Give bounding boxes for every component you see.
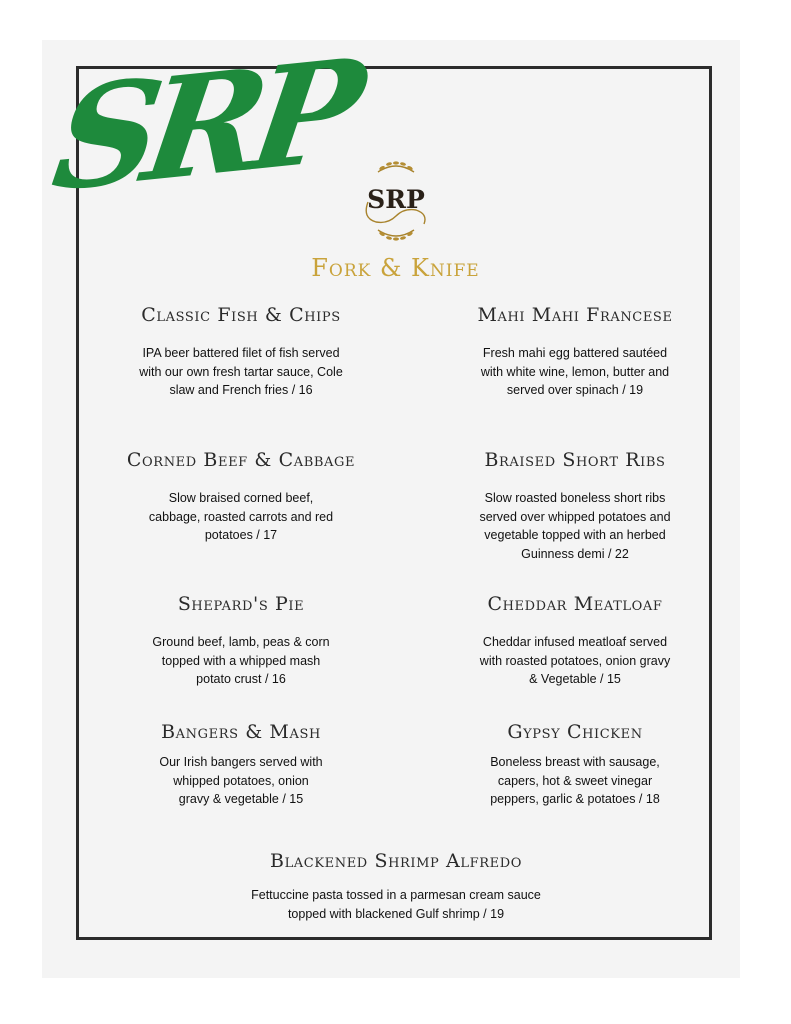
menu-item-name: Shepard's Pie: [177, 593, 305, 615]
menu-item-gypsy-chicken: [430, 721, 720, 809]
menu-item-desc: Our Irish bangers served with whipped potatoes, onion gravy & vegetable / 15: [159, 755, 323, 806]
menu-item-desc: Fresh mahi egg battered sautéed with white wine, lemon, butter and served over spinach / 19: [480, 346, 670, 397]
menu-item-desc: IPA beer battered filet of fish served with our own fresh tartar sauce, Cole slaw and French fries / 16: [139, 346, 343, 397]
section-title: Fork & Knife: [311, 254, 480, 282]
menu-item-bangers-mash: [96, 721, 386, 809]
menu-item-desc: Fettuccine pasta tossed in a parmesan cream sauce topped with blackened Gulf shrimp / 19: [251, 888, 541, 921]
menu-item-desc: Boneless breast with sausage, capers, hot & sweet vinegar peppers, garlic & potatoes / 18: [490, 755, 660, 806]
menu-item-desc: Slow roasted boneless short ribs served over whipped potatoes and vegetable topped with an herbed Guinness demi / 22: [479, 491, 671, 561]
srp-emblem-logo: [358, 158, 434, 242]
menu-item-name: Gypsy Chicken: [507, 721, 643, 743]
srp-script-logo: SRP: [44, 28, 360, 224]
menu-item-cheddar-meatloaf: [430, 593, 720, 689]
menu-item-corned-beef: [96, 449, 386, 545]
menu-item-name: Cheddar Meatloaf: [487, 593, 663, 615]
menu-item-fish-chips: [96, 304, 386, 400]
menu-item-name: Corned Beef & Cabbage: [126, 449, 356, 471]
menu-item-name: Blackened Shrimp Alfredo: [270, 850, 522, 872]
menu-item-desc: Cheddar infused meatloaf served with roasted potatoes, onion gravy & Vegetable / 15: [479, 635, 671, 686]
menu-item-name: Mahi Mahi Francese: [477, 304, 673, 326]
menu-item-short-ribs: [430, 449, 720, 563]
menu-item-mahi-mahi: [430, 304, 720, 400]
menu-item-shrimp-alfredo: [196, 850, 596, 923]
menu-item-name: Bangers & Mash: [161, 721, 321, 743]
emblem-text: SRP: [367, 185, 425, 214]
menu-item-desc: Ground beef, lamb, peas & corn topped with a whipped mash potato crust / 16: [152, 635, 330, 686]
menu-item-shepards-pie: [96, 593, 386, 689]
menu-item-desc: Slow braised corned beef, cabbage, roasted carrots and red potatoes / 17: [148, 491, 334, 542]
menu-item-name: Braised Short Ribs: [484, 449, 666, 471]
menu-item-name: Classic Fish & Chips: [141, 304, 341, 326]
